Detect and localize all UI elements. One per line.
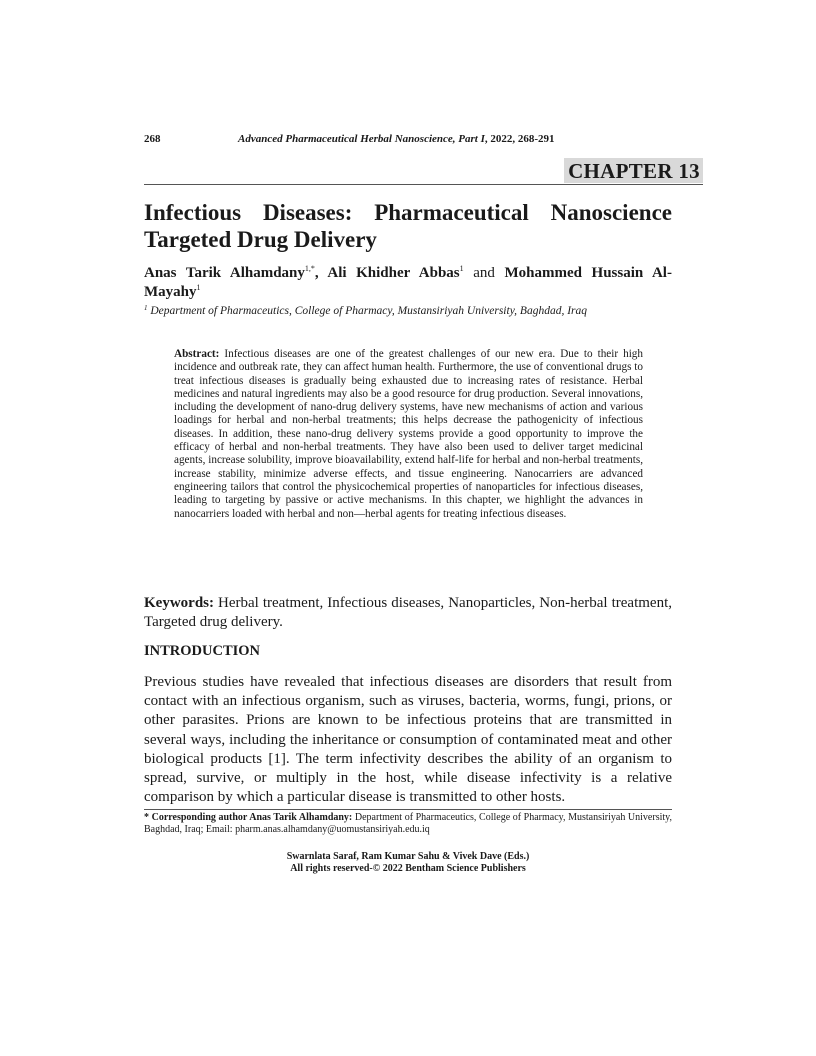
footnote-divider [144, 809, 672, 810]
keywords-text: Herbal treatment, Infectious diseases, Nanoparticles, Non-herbal treatment, Targeted drug delivery. [144, 595, 672, 630]
body-paragraph: Previous studies have revealed that infectious diseases are disorders that result from contact with an infectious organism, such as viruses, bacteria, worms, fungi, prions, or other parasites. Prions are known to be infectious proteins that are transmitted in several ways, including the inheritance or consumption of contaminated meat and other biological products [1]. The term infectivity describes the ability of an organism to spread, survive, or multiply in the host, while disease infectivity is a relative comparison by which a particular disease is transmitted to other hosts. [144, 674, 672, 806]
publisher-info [144, 851, 672, 875]
abstract-label: Abstract: [174, 348, 220, 360]
author-affiliation-mark: 1,* [304, 264, 315, 273]
affiliation-marker: 1 [144, 304, 148, 312]
author-separator: , [314, 265, 328, 281]
journal-info: , 2022, 268-291 [484, 133, 555, 145]
footnote-label: * Corresponding author Anas Tarik Alhamdany: [144, 812, 353, 823]
chapter-title: Infectious Diseases: Pharmaceutical Nanoscience Targeted Drug Delivery [144, 200, 672, 252]
journal-title: Advanced Pharmaceutical Herbal Nanoscience, Part I [238, 133, 485, 145]
section-heading: INTRODUCTION [144, 643, 261, 659]
footnote-text: Department of Pharmaceutics, College of Pharmacy, Mustansiriyah University, Baghdad, Iraq; Email: pharm.anas.alhamdany@uomustansiriyah.edu.iq [144, 812, 673, 836]
keywords [144, 594, 672, 632]
chapter-divider [144, 184, 703, 185]
author-affiliation-mark: 1 [459, 264, 464, 273]
keywords-label: Keywords: [144, 595, 214, 611]
chapter-label: CHAPTER 13 [564, 158, 703, 183]
author-list [144, 264, 672, 302]
affiliation [144, 305, 672, 317]
editors-line: Swarnlata Saraf, Ram Kumar Sahu & Vivek Dave (Eds.) [286, 851, 530, 862]
author-name: Ali Khidher Abbas [327, 265, 460, 281]
author-affiliation-mark: 1 [196, 283, 201, 292]
footnote [144, 812, 672, 837]
abstract-text: Infectious diseases are one of the greatest challenges of our new era. Due to their high incidence and outbreak rate, they can affect human health. Furthermore, the use of conventional drugs to treat infectious diseases is gradually being exhausted due to increasing rates of resistance. Herbal medicines and natural ingredients may also be a good resource for drug production. Several innovations, including the development of nano-drug delivery systems, have new mechanisms of action and various loadings for herbal and non-herbal treatments; this helps decrease the pathogenicity of infectious diseases. In addition, these nano-drug delivery systems provide a good opportunity to improve the efficacy of herbal and non-herbal treatments. They have also been used to deliver target medicinal agents, increase solubility, improve bioavailability, extend half-life for herbal and non-herbal treatments, increase stability, minimize adverse effects, and tissue engineering. Nanocarriers are advanced engineering tailors that control the physicochemical properties of nanoparticles for infectious diseases, leading to targeting by passive or active mechanisms. In this chapter, we highlight the advances in nanocarriers loaded with herbal and non—herbal agents for treating infectious diseases. [174, 348, 643, 520]
author-name: Anas Tarik Alhamdany [144, 265, 305, 281]
author-name: Mohammed Hussain Al-Mayahy [144, 265, 672, 300]
author-conjunction: and [463, 265, 505, 281]
page-number: 268 [144, 133, 161, 145]
journal-citation [238, 133, 555, 145]
copyright-line: All rights reserved-© 2022 Bentham Science Publishers [290, 863, 526, 874]
affiliation-text: Department of Pharmaceutics, College of Pharmacy, Mustansiriyah University, Baghdad, Iraq [147, 305, 587, 317]
abstract [174, 348, 643, 521]
